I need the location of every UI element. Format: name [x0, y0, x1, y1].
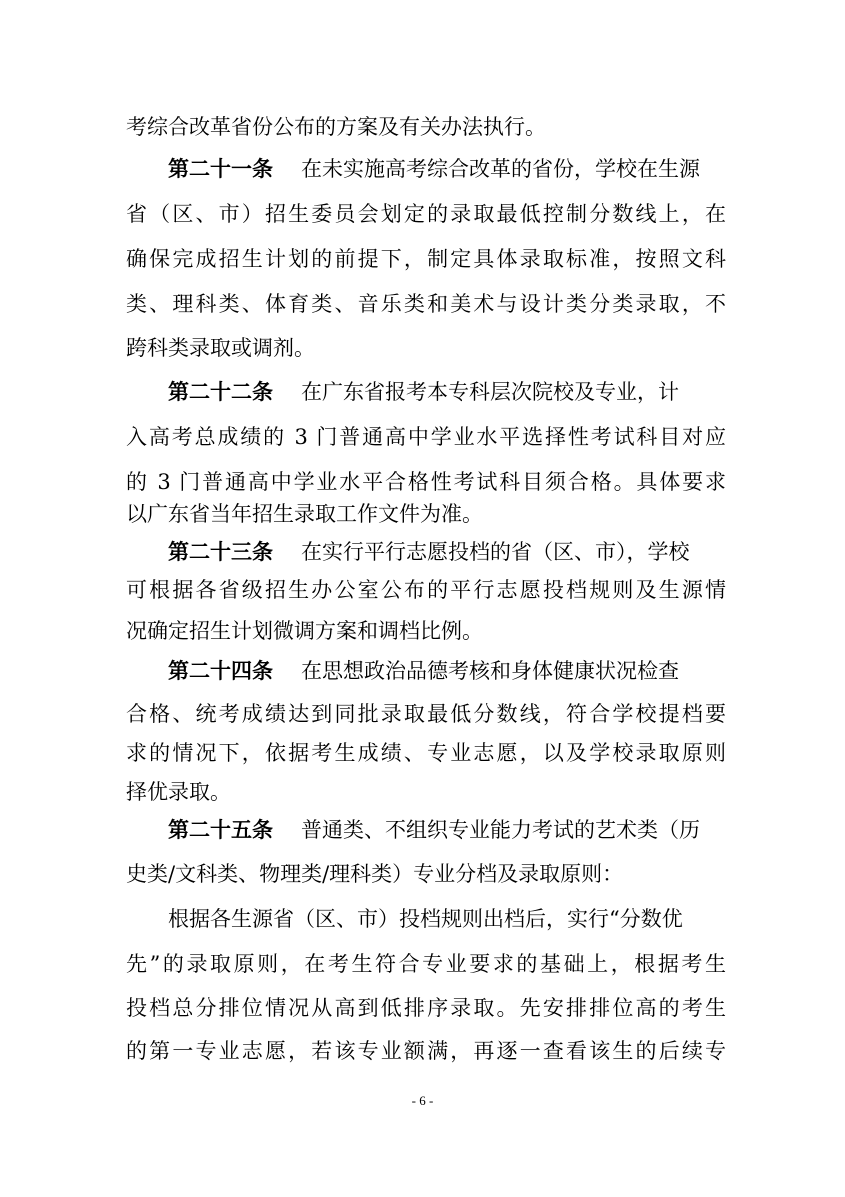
text-line: 择优录取。: [126, 780, 231, 804]
text-line: 根据各生源省（区、市）投档规则出档后，实行“分数优: [168, 907, 683, 931]
text-line: 类、理科类、体育类、音乐类和美术与设计类分类录取，不: [126, 292, 726, 316]
article-title: 第二十五条: [168, 818, 273, 842]
text-line: 况确定招生计划微调方案和调档比例。: [126, 619, 483, 643]
text-line: 史类/文科类、物理类/理科类）专业分档及录取原则：: [126, 862, 624, 886]
text-line: 以广东省当年招生录取工作文件为准。: [126, 502, 483, 526]
text-line: 入高考总成绩的 3 门普通高中学业水平选择性考试科目对应: [126, 425, 726, 449]
article-21-heading-line: 第二十一条 在未实施高考综合改革的省份，学校在生源: [168, 157, 700, 181]
article-title: 第二十三条: [168, 540, 273, 564]
article-25-heading-line: 第二十五条 普通类、不组织专业能力考试的艺术类（历: [168, 818, 700, 842]
text-line: 合格、统考成绩达到同批录取最低分数线，符合学校提档要: [126, 702, 726, 726]
article-title: 第二十二条: [168, 380, 273, 404]
article-23-heading-line: 第二十三条 在实行平行志愿投档的省（区、市），学校: [168, 540, 690, 564]
text-line: 的第一专业志愿，若该专业额满，再逐一查看该生的后续专: [126, 1039, 726, 1063]
text-line: 可根据各省级招生办公室公布的平行志愿投档规则及生源情: [126, 578, 726, 602]
article-22-heading-line: 第二十二条 在广东省报考本专科层次院校及专业，计: [168, 380, 679, 404]
article-title: 第二十一条: [168, 157, 273, 181]
text-line: 跨科类录取或调剂。: [126, 336, 315, 360]
article-title: 第二十四条: [168, 659, 273, 683]
page-number: - 6 -: [411, 1093, 434, 1108]
text-line: 考综合改革省份公布的方案及有关办法执行。: [126, 115, 546, 139]
text-line: 投档总分排位情况从高到低排序录取。先安排排位高的考生: [126, 996, 726, 1020]
text-line: 省（区、市）招生委员会划定的录取最低控制分数线上，在: [126, 202, 726, 226]
text-line: 求的情况下，依据考生成绩、专业志愿，以及学校录取原则: [126, 741, 726, 765]
text-line: 确保完成招生计划的前提下，制定具体录取标准，按照文科: [126, 247, 726, 271]
article-24-heading-line: 第二十四条 在思想政治品德考核和身体健康状况检查: [168, 659, 679, 683]
text-line: 的 3 门普通高中学业水平合格性考试科目须合格。具体要求: [126, 470, 726, 494]
text-line: 先”的录取原则，在考生符合专业要求的基础上，根据考生: [126, 952, 726, 976]
